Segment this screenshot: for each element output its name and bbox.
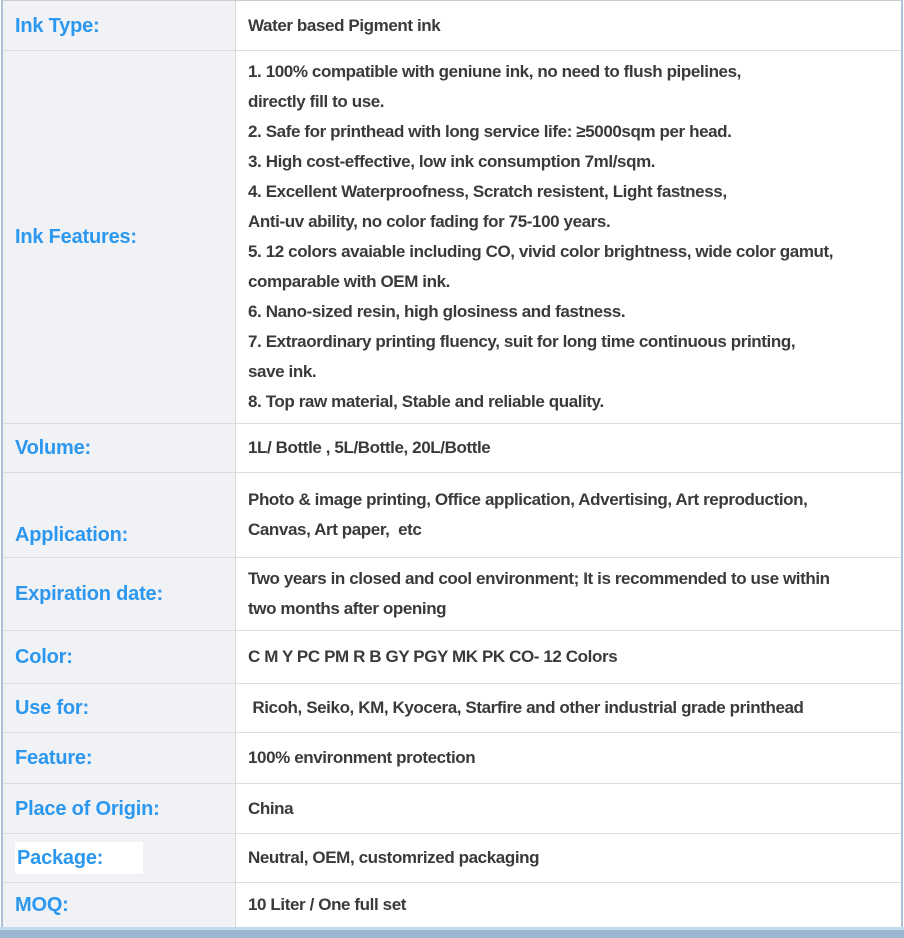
spec-label: Expiration date:	[15, 583, 163, 605]
spec-label-cell	[3, 424, 236, 472]
spec-label-cell	[3, 1, 236, 50]
spec-value-line: 7. Extraordinary printing fluency, suit for long time continuous printing,	[248, 332, 796, 351]
spec-value-line: China	[248, 798, 294, 818]
spec-label: Feature:	[15, 747, 93, 769]
spec-value-line: 100% environment protection	[248, 748, 476, 767]
spec-label: Application:	[15, 524, 129, 546]
spec-value-cell	[236, 424, 901, 472]
spec-value-line: 1L/ Bottle , 5L/Bottle, 20L/Bottle	[248, 438, 491, 457]
spec-value-cell	[236, 473, 901, 557]
spec-label: Color:	[15, 646, 73, 668]
spec-value-cell	[236, 1, 901, 50]
spec-label-cell	[3, 51, 236, 423]
table-row	[3, 473, 901, 558]
table-row	[3, 51, 901, 424]
table-row	[3, 424, 901, 473]
table-row	[3, 631, 901, 684]
spec-value-cell	[236, 631, 901, 683]
spec-value-line: Photo & image printing, Office application, Advertising, Art reproduction,	[248, 490, 808, 509]
spec-value-line: 6. Nano-sized resin, high glosiness and fastness.	[248, 302, 626, 321]
spec-value-line: Neutral, OEM, customrized packaging	[248, 848, 540, 867]
spec-label: Package:	[15, 842, 143, 874]
spec-value-line: C M Y PC PM R B GY PGY MK PK CO- 12 Colors	[248, 647, 618, 666]
spec-value-line: comparable with OEM ink.	[248, 272, 450, 291]
bottom-divider-bar	[0, 927, 904, 938]
spec-value-line: save ink.	[248, 362, 317, 381]
table-row	[3, 883, 901, 927]
spec-label: Use for:	[15, 697, 89, 719]
spec-value-line: Ricoh, Seiko, KM, Kyocera, Starfire and other industrial grade printhead	[248, 698, 804, 717]
spec-label: MOQ:	[15, 894, 69, 916]
spec-value-cell	[236, 733, 901, 783]
spec-value-cell	[236, 883, 901, 927]
spec-label-cell	[3, 784, 236, 833]
spec-label: Ink Type:	[15, 14, 100, 37]
spec-value-line: 1. 100% compatible with geniune ink, no need to flush pipelines,	[248, 62, 741, 81]
spec-label-cell	[3, 558, 236, 630]
spec-value-line: 8. Top raw material, Stable and reliable quality.	[248, 392, 604, 411]
spec-value-cell	[236, 51, 901, 423]
table-row	[3, 1, 901, 51]
spec-value-line: 3. High cost-effective, low ink consumption 7ml/sqm.	[248, 152, 656, 171]
spec-value-line: 4. Excellent Waterproofness, Scratch resistent, Light fastness,	[248, 182, 727, 201]
spec-value-cell	[236, 784, 901, 833]
spec-label: Ink Features:	[15, 226, 137, 248]
spec-value-line: 2. Safe for printhead with long service life: ≥5000sqm per head.	[248, 122, 732, 141]
spec-value-line: Anti-uv ability, no color fading for 75-100 years.	[248, 212, 611, 231]
spec-label: Volume:	[15, 437, 92, 459]
spec-value-cell	[236, 834, 901, 882]
spec-table	[1, 0, 903, 927]
spec-value-line: Water based Pigment ink	[248, 15, 441, 35]
table-row	[3, 733, 901, 784]
spec-label-cell	[3, 631, 236, 683]
spec-label: Place of Origin:	[15, 797, 160, 820]
spec-label-cell	[3, 834, 236, 882]
table-row	[3, 684, 901, 733]
table-row	[3, 784, 901, 834]
spec-value-line: Two years in closed and cool environment; It is recommended to use within	[248, 569, 830, 588]
spec-value-line: 10 Liter / One full set	[248, 895, 407, 914]
spec-label-cell	[3, 733, 236, 783]
spec-value-line: two months after opening	[248, 599, 447, 618]
spec-value-line: Canvas, Art paper, etc	[248, 520, 422, 539]
table-row	[3, 558, 901, 631]
spec-value-line: 5. 12 colors avaiable including CO, vivid color brightness, wide color gamut,	[248, 242, 834, 261]
spec-label-cell	[3, 473, 236, 557]
spec-value-cell	[236, 684, 901, 732]
spec-label-cell	[3, 684, 236, 732]
spec-value-line: directly fill to use.	[248, 92, 385, 111]
spec-value-cell	[236, 558, 901, 630]
table-row	[3, 834, 901, 883]
spec-label-cell	[3, 883, 236, 927]
